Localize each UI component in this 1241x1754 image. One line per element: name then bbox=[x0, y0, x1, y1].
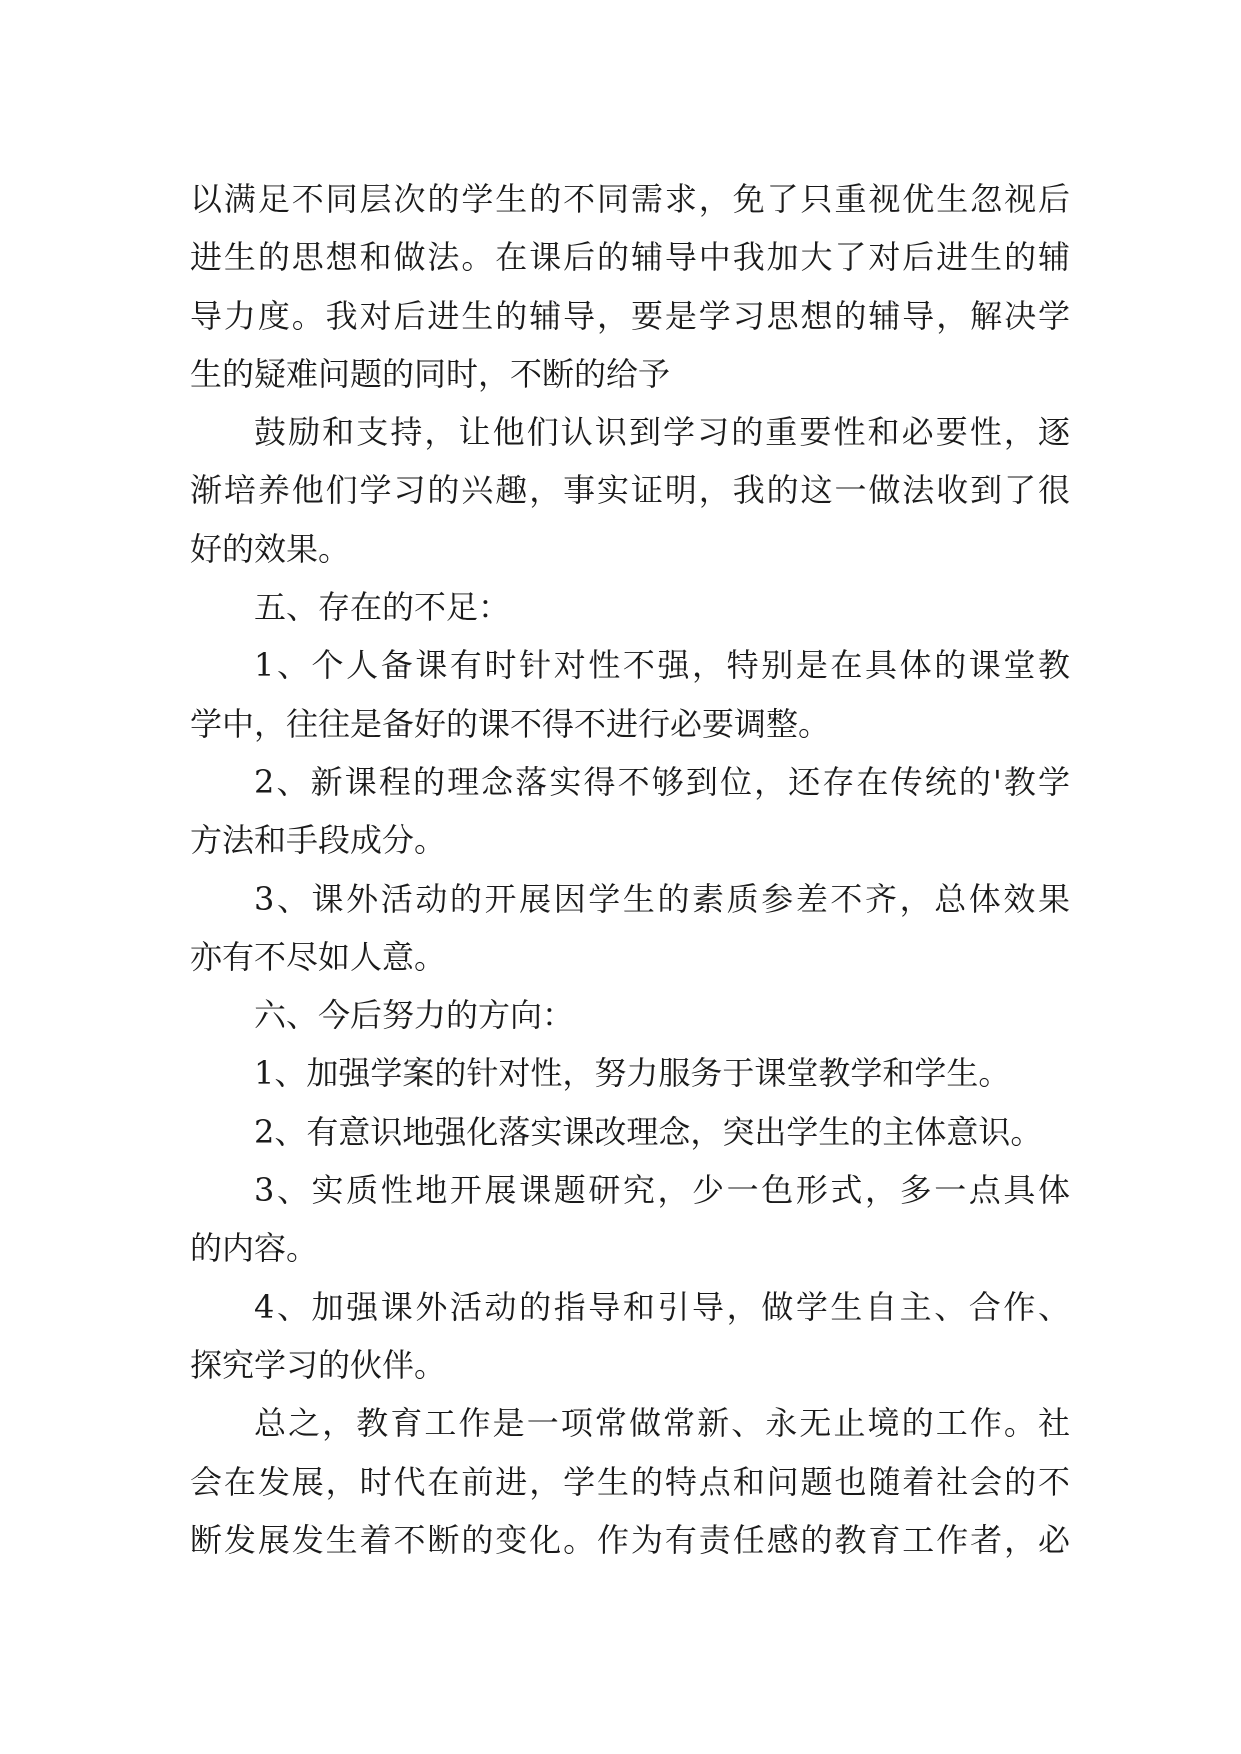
text-line: 渐培养他们学习的兴趣，事实证明，我的这一做法收到了很 bbox=[190, 471, 1070, 510]
text-line: 生的疑难问题的同时，不断的给予 bbox=[190, 354, 671, 393]
text-line: 总之，教育工作是一项常做常新、永无止境的工作。社 bbox=[254, 1404, 1070, 1443]
text-line: 探究学习的伙伴。 bbox=[190, 1345, 447, 1384]
text-line: 鼓励和支持，让他们认识到学习的重要性和必要性，逐 bbox=[254, 413, 1070, 452]
text-line: 方法和手段成分。 bbox=[190, 821, 447, 860]
text-line: 3、课外活动的开展因学生的素质参差不齐，总体效果 bbox=[254, 879, 1070, 918]
text-line: 导力度。我对后进生的辅导，要是学习思想的辅导，解决学 bbox=[190, 296, 1070, 335]
text-line: 五、存在的不足： bbox=[254, 588, 511, 627]
text-line: 断发展发生着不断的变化。作为有责任感的教育工作者，必 bbox=[190, 1520, 1070, 1559]
text-line: 4、加强课外活动的指导和引导，做学生自主、合作、 bbox=[254, 1287, 1070, 1326]
text-line: 2、新课程的理念落实得不够到位，还存在传统的'教学 bbox=[254, 762, 1070, 801]
text-line: 六、今后努力的方向： bbox=[254, 996, 575, 1035]
text-line: 2、有意识地强化落实课改理念，突出学生的主体意识。 bbox=[254, 1112, 1043, 1151]
text-line: 1、个人备课有时针对性不强，特别是在具体的课堂教 bbox=[254, 646, 1070, 685]
document-body bbox=[190, 170, 1070, 1569]
text-line: 以满足不同层次的学生的不同需求，免了只重视优生忽视后 bbox=[190, 180, 1070, 218]
text-line: 进生的思想和做法。在课后的辅导中我加大了对后进生的辅 bbox=[190, 238, 1070, 277]
text-line: 亦有不尽如人意。 bbox=[190, 937, 447, 976]
text-line: 的内容。 bbox=[190, 1229, 319, 1268]
text-line: 好的效果。 bbox=[190, 529, 351, 568]
text-line: 学中，往往是备好的课不得不进行必要调整。 bbox=[190, 704, 831, 743]
text-line: 会在发展，时代在前进，学生的特点和问题也随着社会的不 bbox=[190, 1462, 1070, 1501]
text-line: 3、实质性地开展课题研究，少一色形式，多一点具体 bbox=[254, 1171, 1070, 1210]
text-line: 1、加强学案的针对性，努力服务于课堂教学和学生。 bbox=[254, 1054, 1011, 1093]
